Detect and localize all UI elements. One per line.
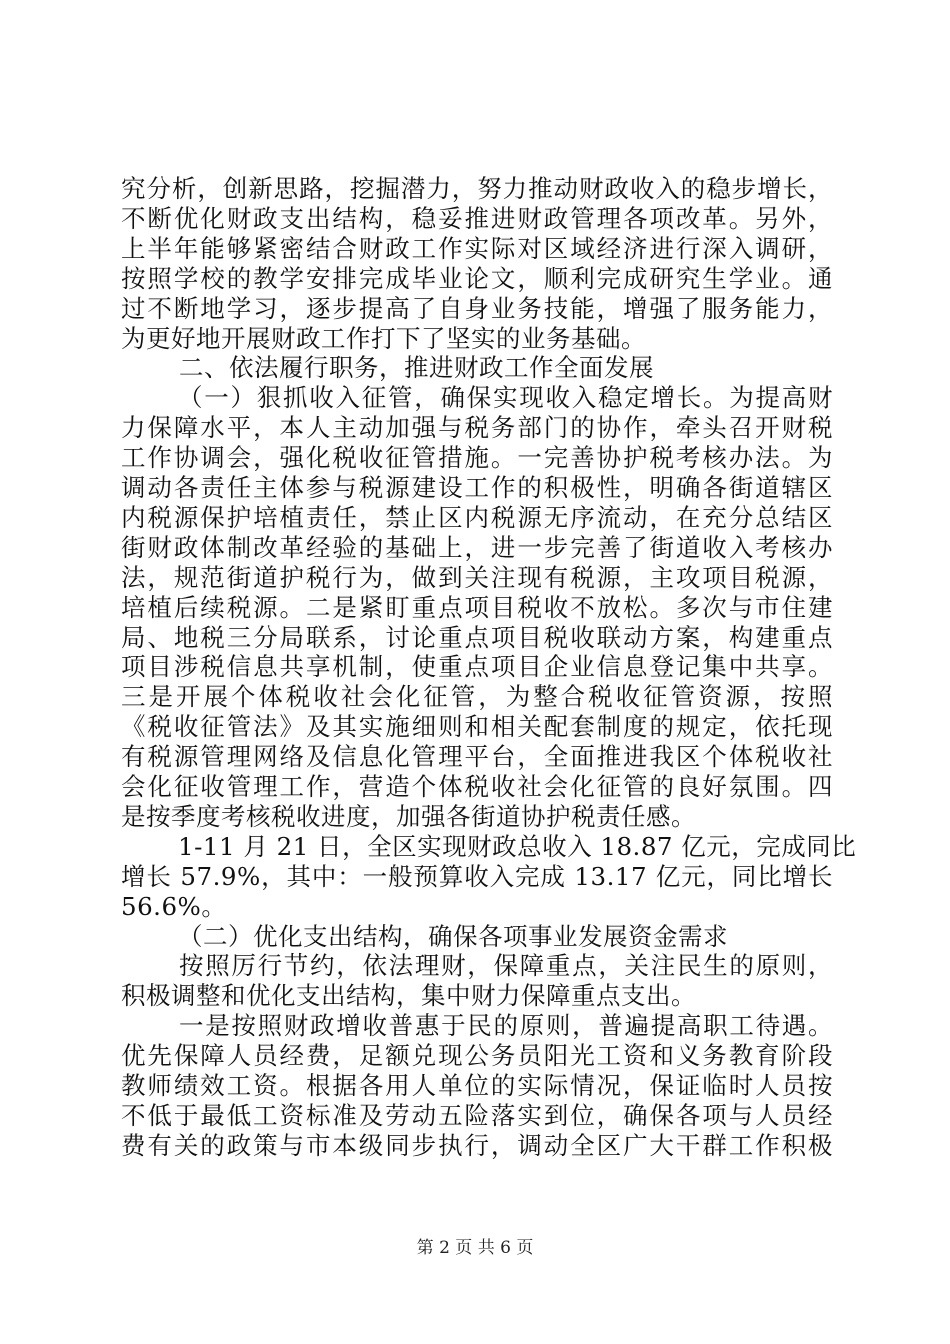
paragraph-line: 培植后续税源。二是紧盯重点项目税收不放松。多次与市住建 (121, 593, 833, 622)
paragraph-line: 上半年能够紧密结合财政工作实际对区域经济进行深入调研， (121, 234, 833, 263)
statistics-line: 增长 57.9%，其中：一般预算收入完成 13.17 亿元，同比增长 (121, 862, 833, 891)
page-number-footer: 第 2 页 共 6 页 (416, 1238, 534, 1258)
section-heading: 二、依法履行职务，推进财政工作全面发展 (179, 353, 654, 382)
paragraph-line: 街财政体制改革经验的基础上，进一步完善了街道收入考核办 (121, 533, 833, 562)
paragraph-line: 工作协调会，强化税收征管措施。一完善协护税考核办法。为 (121, 443, 833, 472)
paragraph-line: 项目涉税信息共享机制，使重点项目企业信息登记集中共享。 (121, 652, 833, 681)
subsection-heading: （二）优化支出结构，确保各项事业发展资金需求 (178, 922, 728, 951)
paragraph-line: 力保障水平，本人主动加强与税务部门的协作，牵头召开财税 (121, 413, 833, 442)
paragraph-line: 究分析，创新思路，挖掘潜力，努力推动财政收入的稳步增长， (121, 174, 833, 203)
paragraph-line: 按照厉行节约，依法理财，保障重点，关注民生的原则， (179, 951, 833, 980)
paragraph-line: 三是开展个体税收社会化征管，为整合税收征管资源，按照 (121, 682, 833, 711)
paragraph-line: 调动各责任主体参与税源建设工作的积极性，明确各街道辖区 (121, 473, 833, 502)
paragraph-line: 费有关的政策与市本级同步执行，调动全区广大干群工作积极 (121, 1131, 833, 1160)
paragraph-line: 内税源保护培植责任，禁止区内税源无序流动，在充分总结区 (121, 503, 833, 532)
subsection-heading: （一）狠抓收入征管，确保实现收入稳定增长。为提高财 (178, 383, 833, 412)
paragraph-line: 会化征收管理工作，营造个体税收社会化征管的良好氛围。四 (121, 772, 833, 801)
paragraph-line: 教师绩效工资。根据各用人单位的实际情况，保证临时人员按 (121, 1071, 833, 1100)
paragraph-line: 按照学校的教学安排完成毕业论文，顺利完成研究生学业。通 (121, 264, 833, 293)
statistics-line: 56.6%。 (121, 892, 227, 921)
paragraph-line: 优先保障人员经费，足额兑现公务员阳光工资和义务教育阶段 (121, 1041, 833, 1070)
paragraph-line: 是按季度考核税收进度，加强各街道协护税责任感。 (121, 802, 696, 831)
paragraph-line: 不断优化财政支出结构，稳妥推进财政管理各项改革。另外， (121, 204, 833, 233)
paragraph-line: 《税收征管法》及其实施细则和相关配套制度的规定，依托现 (121, 712, 833, 741)
paragraph-line: 法，规范街道护税行为，做到关注现有税源，主攻项目税源， (121, 563, 833, 592)
paragraph-line: 为更好地开展财政工作打下了坚实的业务基础。 (121, 324, 646, 353)
paragraph-line: 过不断地学习，逐步提高了自身业务技能，增强了服务能力， (121, 294, 833, 323)
paragraph-line: 有税源管理网络及信息化管理平台，全面推进我区个体税收社 (121, 742, 833, 771)
paragraph-line: 一是按照财政增收普惠于民的原则，普遍提高职工待遇。 (179, 1011, 833, 1040)
paragraph-line: 局、地税三分局联系，讨论重点项目税收联动方案，构建重点 (121, 623, 833, 652)
paragraph-line: 积极调整和优化支出结构，集中财力保障重点支出。 (121, 981, 696, 1010)
statistics-line: 1-11 月 21 日，全区实现财政总收入 18.87 亿元，完成同比 (178, 832, 857, 861)
paragraph-line: 不低于最低工资标准及劳动五险落实到位，确保各项与人员经 (121, 1101, 833, 1130)
